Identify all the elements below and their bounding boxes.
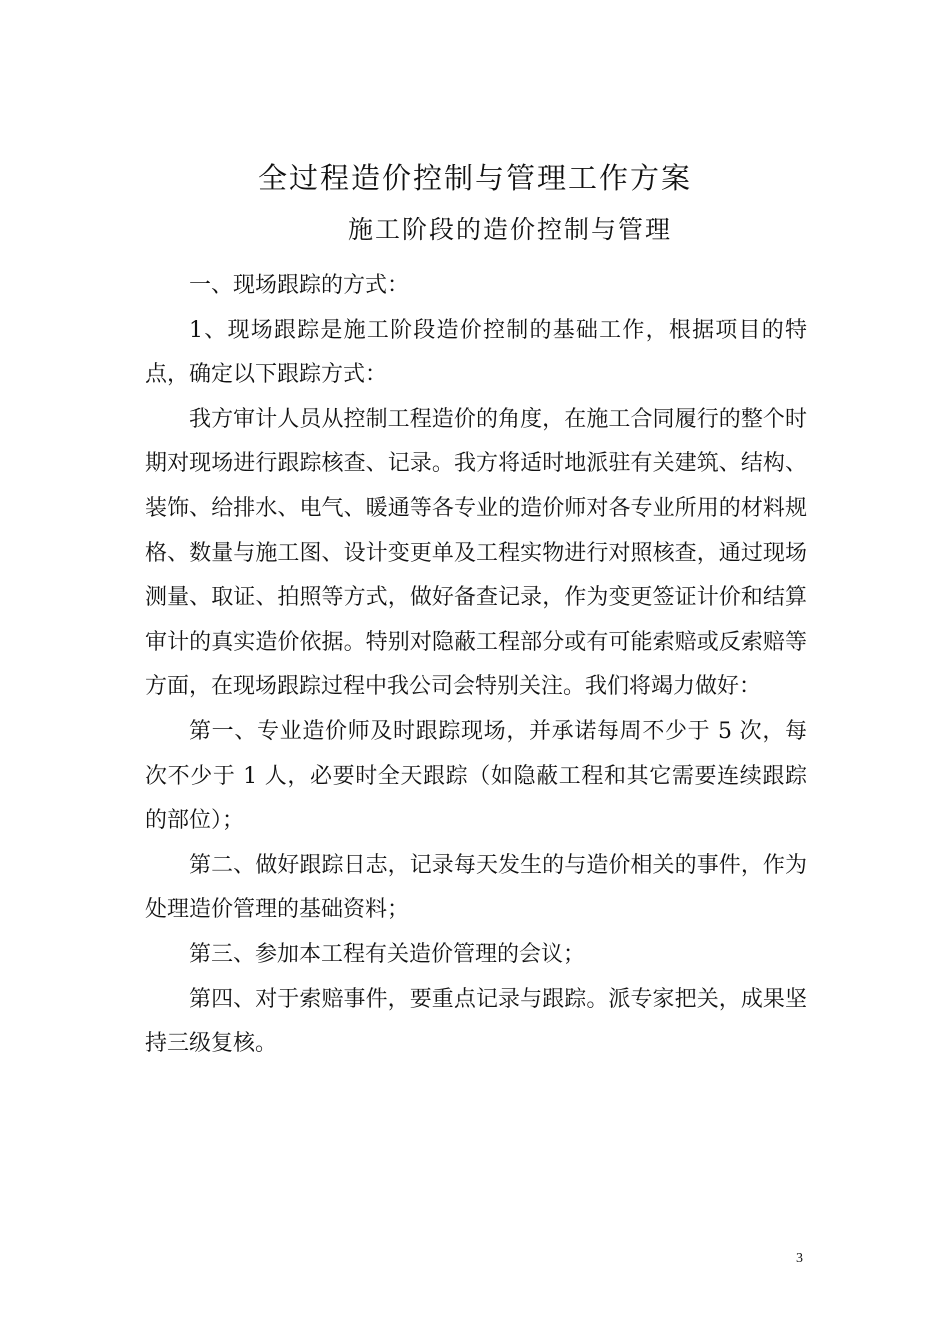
section-heading: 一、现场跟踪的方式： [189,273,410,298]
document-subtitle: 施工阶段的造价控制与管理 [348,215,673,244]
paragraph: 第四、对于索赔事件，要重点记录与跟踪。派专家把关，成果坚持三级复核。 [145,986,807,1057]
paragraph: 第一、专业造价师及时跟踪现场，并承诺每周不少于 5 次，每次不少于 1 人，必要时全天跟踪（如隐蔽工程和其它需要连续跟踪的部位）； [145,718,807,834]
page-number: 3 [796,1251,803,1266]
document-title: 全过程造价控制与管理工作方案 [257,161,692,195]
paragraph: 第二、做好跟踪日志，记录每天发生的与造价相关的事件，作为处理造价管理的基础资料； [145,852,807,923]
paragraph: 1、现场跟踪是施工阶段造价控制的基础工作，根据项目的特点，确定以下跟踪方式： [145,317,807,388]
document-body [145,264,807,1067]
paragraph: 第三、参加本工程有关造价管理的会议； [189,941,586,967]
paragraph: 我方审计人员从控制工程造价的角度，在施工合同履行的整个时期对现场进行跟踪核查、记录。我方将适时地派驻有关建筑、结构、装饰、给排水、电气、暖通等各专业的造价师对各专业所用的材料规格、数量与施工图、设计变更单及工程实物进行对照核查，通过现场测量、取证、拍照等方式，做好备查记录，作为变更签证计价和结算审计的真实造价依据。特别对隐蔽工程部分或有可能索赔或反索赔等方面，在现场跟踪过程中我公司会特别关注。我们将竭力做好： [145,406,807,700]
